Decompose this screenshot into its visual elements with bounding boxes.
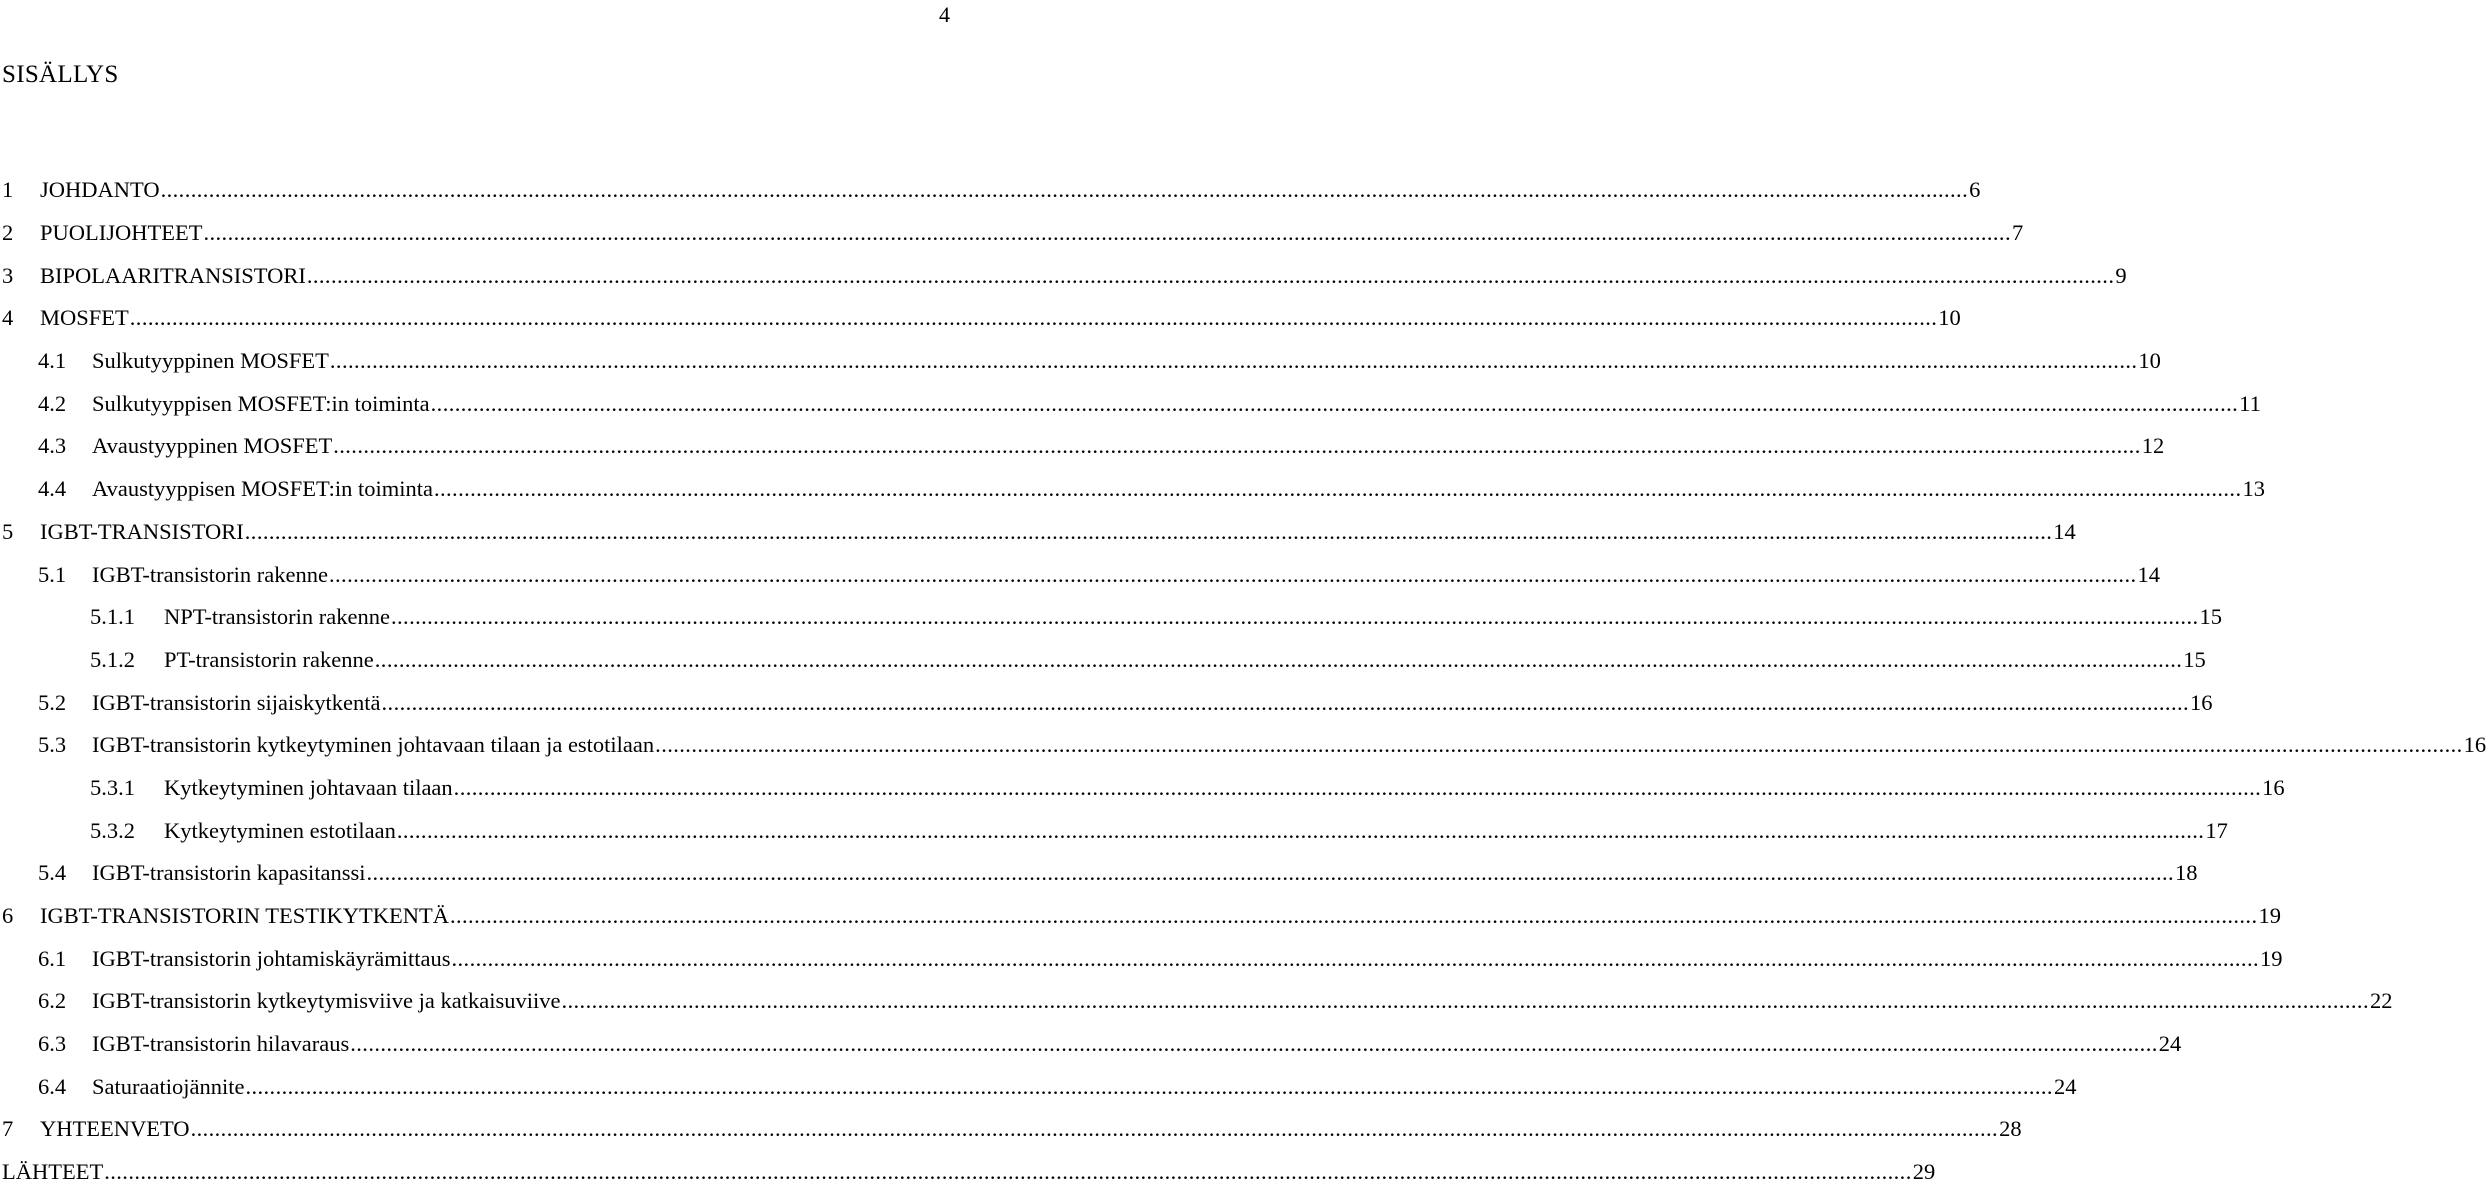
toc-entry-number: 4.3 (38, 433, 67, 459)
toc-entry-page: 11 (2239, 390, 2261, 416)
toc-entry-title: Avaustyyppinen MOSFET (92, 433, 333, 459)
toc-entry-title: IGBT-transistorin kytkeytyminen johtavaan tilaan ja estotilaan (92, 732, 655, 758)
dot-leader: ............................................................................................................................................................................................................................................................................................................ (655, 732, 2463, 758)
toc-entry-number: 3 (2, 262, 14, 288)
toc-entry[interactable] (0, 212, 2024, 255)
toc-entry-number: 4.2 (38, 390, 67, 416)
dot-leader: ............................................................................................................................................................................................................................................................................................................ (451, 945, 2259, 971)
toc-entry-number: 5.2 (38, 689, 67, 715)
toc-entry-title: LÄHTEET (2, 1159, 104, 1185)
toc-entry-body (92, 945, 2283, 972)
toc-entry-body (40, 1116, 2022, 1142)
toc-entry[interactable] (0, 297, 1961, 340)
dot-leader: ............................................................................................................................................................................................................................................................................................................ (329, 348, 2138, 374)
toc-entry-title: MOSFET (40, 305, 129, 331)
toc-entry-number: 6.1 (38, 945, 67, 971)
toc-entry-number: 5 (2, 518, 14, 544)
toc-entry-body (164, 817, 2228, 844)
toc-entry-page: 16 (2262, 774, 2285, 800)
dot-leader: ............................................................................................................................................................................................................................................................................................................ (160, 177, 1969, 203)
dot-leader: ............................................................................................................................................................................................................................................................................................................ (350, 1031, 2158, 1057)
toc-entry[interactable] (0, 468, 2265, 511)
toc-entry-body (92, 860, 2198, 886)
toc-entry-page: 10 (2138, 348, 2161, 374)
dot-leader: ............................................................................................................................................................................................................................................................................................................ (391, 604, 2199, 630)
toc-entry-page: 14 (2137, 561, 2160, 587)
toc-entry-title: Saturaatiojännite (92, 1073, 245, 1099)
toc-entry-page: 24 (2053, 1073, 2077, 1099)
toc-entry-page: 15 (2199, 604, 2222, 630)
toc-entry-number: 4.1 (38, 348, 67, 374)
dot-leader: ............................................................................................................................................................................................................................................................................................................ (104, 1159, 1912, 1185)
toc-entry[interactable] (0, 639, 2206, 682)
toc-entry-number: 5.3.1 (90, 774, 135, 800)
dot-leader: ............................................................................................................................................................................................................................................................................................................ (374, 646, 2183, 672)
dot-leader: ............................................................................................................................................................................................................................................................................................................ (453, 774, 2262, 800)
toc-entry-title: Sulkutyyppinen MOSFET (92, 348, 329, 374)
toc-entry-title: IGBT-transistorin sijaiskytkentä (92, 689, 381, 715)
dot-leader: ............................................................................................................................................................................................................................................................................................................ (129, 305, 1938, 331)
dot-leader: ............................................................................................................................................................................................................................................................................................................ (245, 1073, 2053, 1099)
toc-entry-title: IGBT-transistorin johtamiskäyrämittaus (92, 945, 451, 971)
toc-entry-body (92, 348, 2161, 374)
toc-entry-body (40, 177, 1981, 203)
toc-entry-body (40, 262, 2127, 289)
toc-entry-page: 29 (1912, 1159, 1936, 1185)
toc-entry-number: 2 (2, 220, 14, 246)
dot-leader: ............................................................................................................................................................................................................................................................................................................ (433, 476, 2242, 502)
toc-entry-title: PUOLIJOHTEET (40, 220, 203, 246)
toc-entry-page: 14 (2053, 518, 2076, 544)
toc-entry-number: 7 (2, 1116, 14, 1142)
toc-entry-page: 7 (2011, 220, 2024, 246)
toc-entry[interactable] (0, 1023, 2182, 1066)
toc-entry-page: 19 (2258, 903, 2281, 929)
toc-entry-page: 18 (2175, 860, 2198, 886)
dot-leader: ............................................................................................................................................................................................................................................................................................................ (561, 988, 2369, 1014)
toc-entry-body (40, 305, 1961, 331)
toc-entry-number: 6.4 (38, 1073, 67, 1099)
toc-entry-page: 15 (2183, 646, 2206, 672)
toc-entry-number: 6.2 (38, 988, 67, 1014)
toc-entry-page: 9 (2115, 262, 2127, 288)
toc-entry[interactable] (0, 724, 2487, 767)
toc-entry-title: Kytkeytyminen estotilaan (164, 817, 396, 843)
dot-leader: ............................................................................................................................................................................................................................................................................................................ (366, 860, 2175, 886)
dot-leader: ............................................................................................................................................................................................................................................................................................................ (430, 390, 2239, 416)
toc-entry[interactable] (0, 767, 2285, 810)
toc-entry-page: 10 (1938, 305, 1961, 331)
toc-entry-number: 5.3 (38, 732, 67, 758)
toc-entry-number: 6.3 (38, 1031, 67, 1057)
toc-entry-body (92, 433, 2165, 459)
toc-entry-page: 16 (2190, 689, 2213, 715)
table-of-contents (0, 169, 2487, 1194)
toc-entry-title: IGBT-transistorin kytkeytymisviive ja katkaisuviive (92, 988, 561, 1014)
toc-entry-number: 4 (2, 305, 14, 331)
toc-entry-page: 6 (1969, 177, 1981, 203)
toc-entry-body (92, 561, 2160, 588)
toc-entry-page: 24 (2158, 1031, 2182, 1057)
dot-leader: ............................................................................................................................................................................................................................................................................................................ (203, 220, 2011, 246)
toc-entry[interactable] (0, 852, 2198, 895)
toc-entry-title: Avaustyyppisen MOSFET:in toiminta (92, 476, 433, 502)
toc-entry-number: 5.1.1 (90, 604, 135, 630)
toc-entry-title: IGBT-transistorin hilavaraus (92, 1031, 350, 1057)
toc-entry-body (92, 1073, 2077, 1100)
toc-entry[interactable] (0, 340, 2161, 383)
toc-entry-title: PT-transistorin rakenne (164, 646, 374, 672)
toc-entry[interactable] (0, 809, 2228, 852)
dot-leader: ............................................................................................................................................................................................................................................................................................................ (333, 433, 2141, 459)
toc-entry[interactable] (0, 169, 1981, 212)
toc-entry[interactable] (0, 511, 2076, 554)
toc-entry-page: 28 (1999, 1116, 2022, 1142)
dot-leader: ............................................................................................................................................................................................................................................................................................................ (306, 262, 2115, 288)
toc-entry-title: YHTEENVETO (40, 1116, 190, 1142)
dot-leader: ............................................................................................................................................................................................................................................................................................................ (449, 903, 2258, 929)
toc-entry-number: 5.1.2 (90, 646, 135, 672)
toc-entry-body (92, 732, 2487, 758)
toc-entry-number: 5.3.2 (90, 817, 135, 843)
toc-entry-body (164, 604, 2222, 630)
toc-entry-number: 1 (2, 177, 14, 203)
toc-entry-body (40, 220, 2024, 246)
toc-entry[interactable] (0, 1065, 2077, 1108)
toc-entry-page: 17 (2205, 817, 2228, 843)
toc-entry-page: 13 (2242, 476, 2265, 502)
toc-entry-title: IGBT-TRANSISTORIN TESTIKYTKENTÄ (40, 903, 449, 929)
toc-entry-body (92, 689, 2213, 716)
toc-entry-body (164, 774, 2285, 801)
toc-entry-body (40, 903, 2281, 929)
toc-entry-title: IGBT-transistorin rakenne (92, 561, 328, 587)
toc-entry-page: 22 (2369, 988, 2393, 1014)
toc-entry[interactable] (0, 1151, 1936, 1194)
toc-entry-body (92, 1031, 2182, 1057)
toc-entry-title: NPT-transistorin rakenne (164, 604, 390, 630)
toc-entry-page: 16 (2463, 732, 2487, 758)
toc-entry[interactable] (0, 1108, 2022, 1151)
toc-entry[interactable] (0, 596, 2222, 639)
page-number: 4 (939, 2, 950, 27)
toc-entry-body (92, 476, 2265, 502)
toc-entry-title: Sulkutyyppisen MOSFET:in toiminta (92, 390, 430, 416)
toc-entry[interactable] (0, 681, 2213, 724)
dot-leader: ............................................................................................................................................................................................................................................................................................................ (396, 817, 2205, 843)
toc-entry[interactable] (0, 425, 2165, 468)
toc-entry-number: 5.4 (38, 860, 67, 886)
toc-entry[interactable] (0, 895, 2281, 938)
toc-entry-number: 5.1 (38, 561, 67, 587)
dot-leader: ............................................................................................................................................................................................................................................................................................................ (381, 689, 2190, 715)
toc-entry-title: IGBT-TRANSISTORI (40, 518, 244, 544)
toc-entry-number: 6 (2, 903, 14, 929)
toc-entry-body (92, 988, 2393, 1014)
toc-entry[interactable] (0, 980, 2393, 1023)
toc-entry-page: 12 (2141, 433, 2165, 459)
toc-entry[interactable] (0, 937, 2283, 980)
toc-entry-title: Kytkeytyminen johtavaan tilaan (164, 774, 453, 800)
dot-leader: ............................................................................................................................................................................................................................................................................................................ (329, 561, 2137, 587)
toc-entry-body (92, 390, 2261, 417)
toc-entry[interactable] (0, 254, 2127, 297)
toc-entry-title: JOHDANTO (40, 177, 160, 203)
toc-entry-page: 19 (2260, 945, 2283, 971)
toc-entry-title: BIPOLAARITRANSISTORI (40, 262, 306, 288)
toc-entry-number: 4.4 (38, 476, 67, 502)
toc-entry-title: IGBT-transistorin kapasitanssi (92, 860, 366, 886)
dot-leader: ............................................................................................................................................................................................................................................................................................................ (190, 1116, 1999, 1142)
toc-entry-body (2, 1159, 1936, 1185)
dot-leader: ............................................................................................................................................................................................................................................................................................................ (244, 518, 2053, 544)
toc-entry-body (164, 646, 2206, 673)
toc-entry-body (40, 518, 2076, 545)
toc-entry[interactable] (0, 553, 2160, 596)
page-title: SISÄLLYS (2, 61, 119, 88)
toc-entry[interactable] (0, 382, 2261, 425)
